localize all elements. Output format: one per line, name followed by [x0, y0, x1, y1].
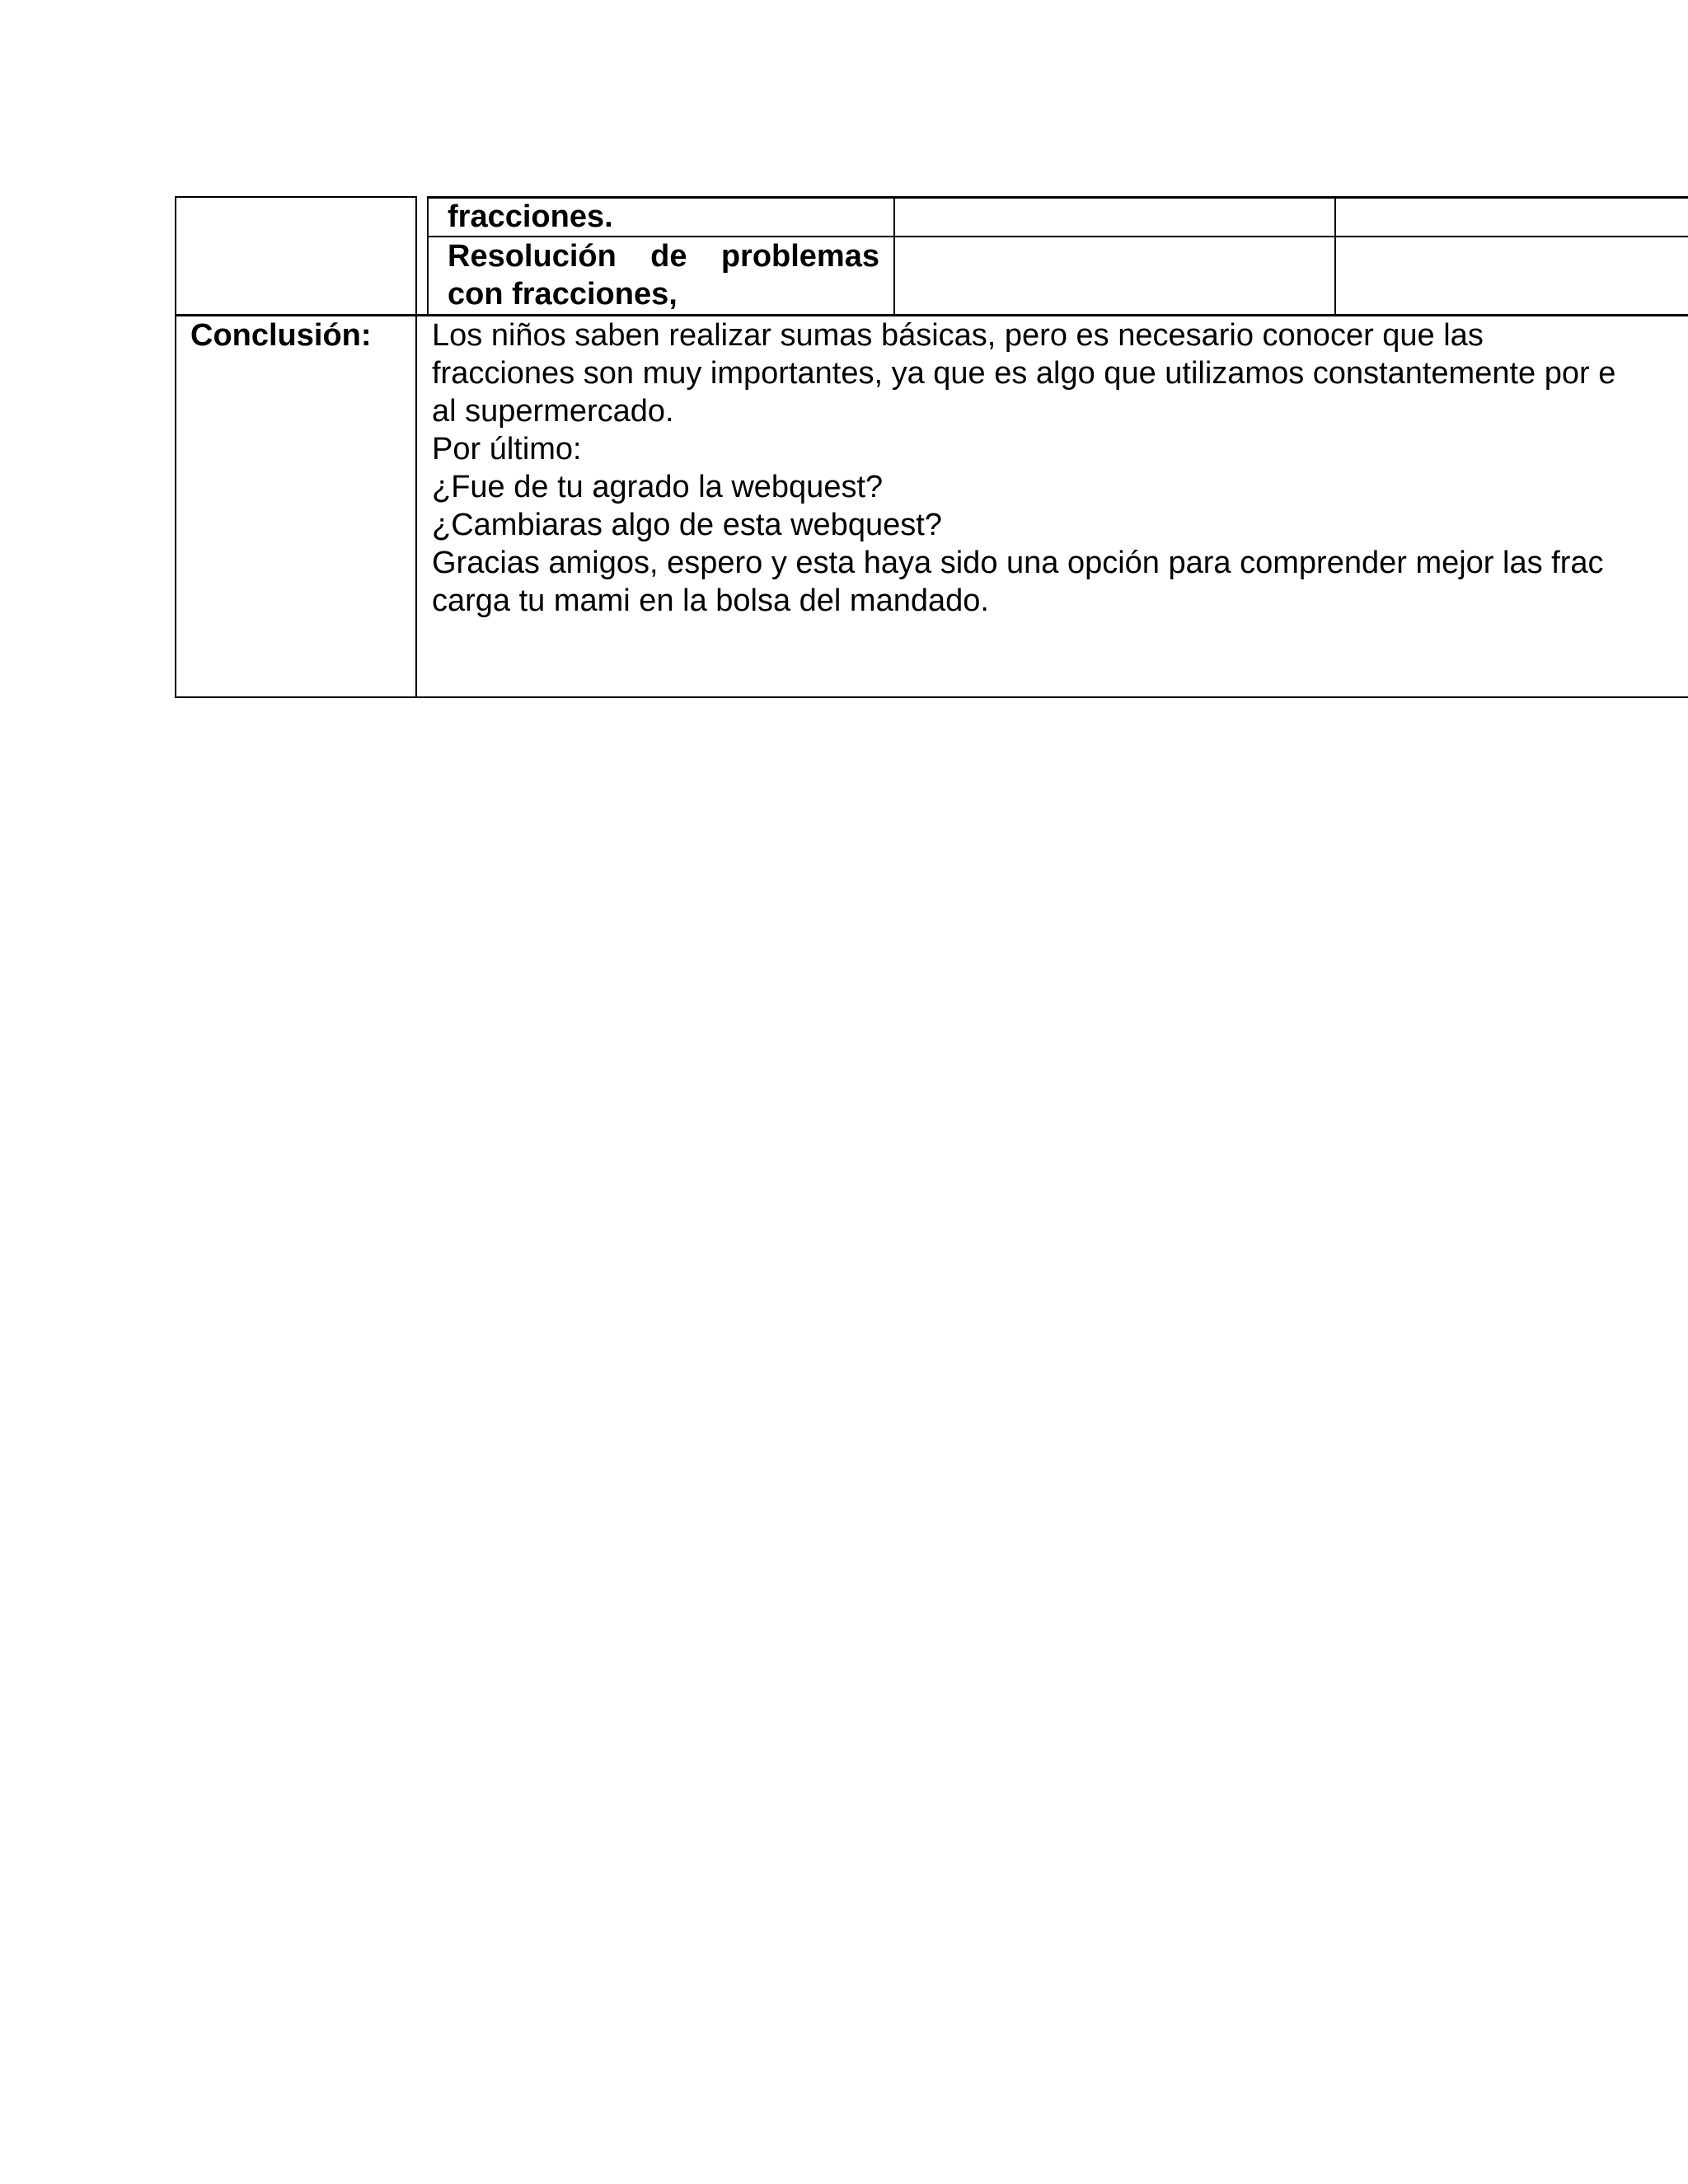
criterion-resolucion-line-1: Resolución de problemas	[448, 239, 879, 274]
conclusion-line: Por último:	[432, 432, 582, 466]
conclusion-line: Gracias amigos, espero y esta haya sido una opción para comprender mejor las frac	[432, 546, 1604, 580]
conclusion-line: al supermercado.	[432, 394, 674, 429]
nested-table-divider-2	[1334, 196, 1336, 316]
conclusion-line: fracciones son muy importantes, ya que es algo que utilizamos constantemente por e	[432, 356, 1616, 391]
conclusion-line: ¿Cambiaras algo de esta webquest?	[432, 508, 942, 542]
label-column-divider	[415, 196, 417, 698]
table-top-border-left	[175, 196, 417, 198]
table-bottom-border	[175, 696, 1688, 698]
table-left-border	[175, 196, 176, 698]
conclusion-label: Conclusión:	[190, 318, 372, 353]
criterion-resolucion-line-2: con fracciones,	[448, 277, 678, 312]
conclusion-line: ¿Fue de tu agrado la webquest?	[432, 470, 884, 504]
conclusion-text	[432, 316, 1688, 620]
conclusion-line: Los niños saben realizar sumas básicas, pero es necesario conocer que las	[432, 318, 1484, 353]
criterion-fracciones: fracciones.	[448, 199, 613, 234]
conclusion-line: carga tu mami en la bolsa del mandado.	[432, 583, 989, 618]
table-top-border-right	[427, 196, 1688, 199]
nested-table-left-border	[427, 196, 429, 316]
nested-table-divider-1	[893, 196, 895, 316]
